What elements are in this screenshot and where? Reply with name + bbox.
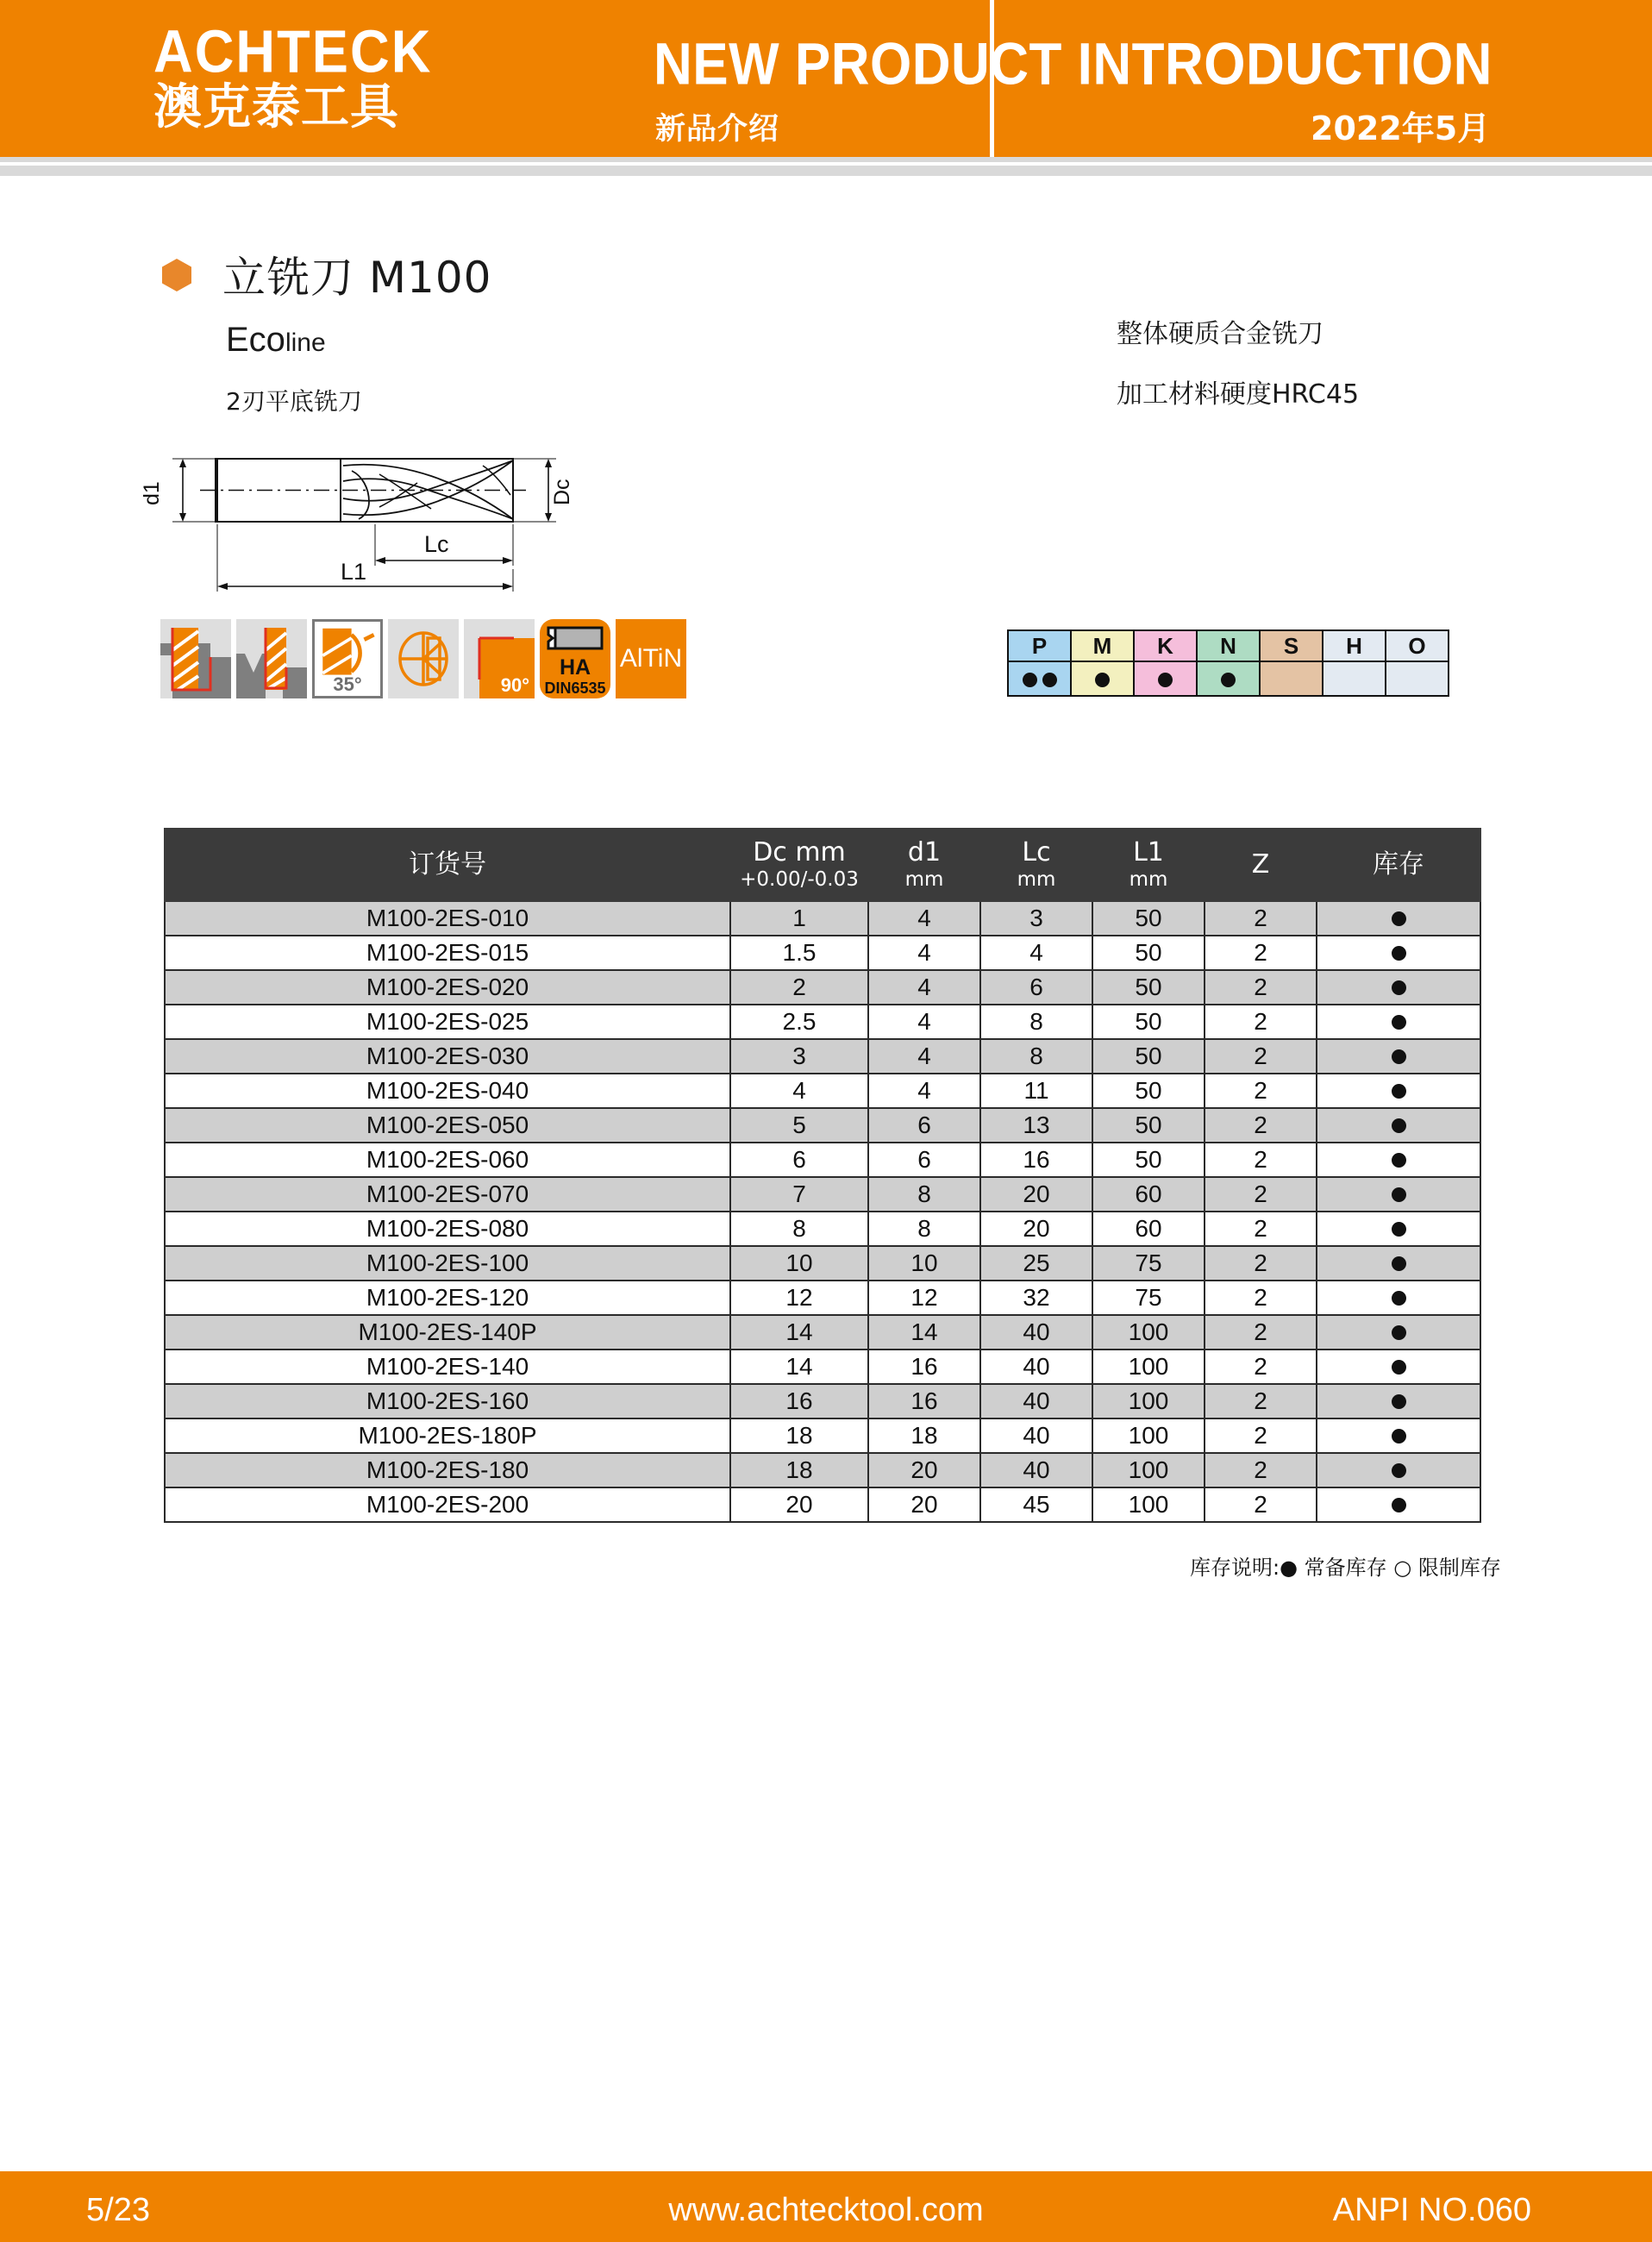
cell-order_no: M100-2ES-180 <box>165 1453 730 1487</box>
stock-available-icon <box>1392 1291 1406 1306</box>
table-row <box>165 1039 1480 1074</box>
cell-lc: 45 <box>980 1487 1092 1522</box>
cell-d1: 16 <box>868 1350 980 1384</box>
cell-l1: 60 <box>1092 1212 1205 1246</box>
hexagon-bullet-icon <box>162 259 191 291</box>
cell-order_no: M100-2ES-140P <box>165 1315 730 1350</box>
column-header-main: 库存 <box>1373 849 1424 880</box>
cell-d1: 6 <box>868 1143 980 1177</box>
cell-z: 2 <box>1205 1384 1317 1418</box>
header-title-en: NEW PRODUCT INTRODUCTION <box>654 32 1492 97</box>
cell-d1: 20 <box>868 1453 980 1487</box>
product-series-main: Eco <box>226 321 285 359</box>
cell-dc: 7 <box>730 1177 868 1212</box>
coating-icon <box>616 619 686 698</box>
cell-l1: 50 <box>1092 1074 1205 1108</box>
cell-l1: 100 <box>1092 1453 1205 1487</box>
cell-order_no: M100-2ES-050 <box>165 1108 730 1143</box>
cell-z: 2 <box>1205 1350 1317 1384</box>
cell-d1: 4 <box>868 936 980 970</box>
stock-available-icon <box>1392 1256 1406 1271</box>
table-row <box>165 1246 1480 1281</box>
cell-stock <box>1317 1005 1480 1039</box>
rating-dot-icon <box>1221 673 1236 687</box>
cell-dc: 6 <box>730 1143 868 1177</box>
table-row <box>165 1487 1480 1522</box>
material-group-s: S <box>1260 630 1323 661</box>
cell-l1: 100 <box>1092 1350 1205 1384</box>
cell-stock <box>1317 936 1480 970</box>
table-row <box>165 1350 1480 1384</box>
material-group-m: M <box>1071 630 1134 661</box>
cell-dc: 8 <box>730 1212 868 1246</box>
cell-order_no: M100-2ES-015 <box>165 936 730 970</box>
cell-stock <box>1317 1074 1480 1108</box>
cell-order_no: M100-2ES-100 <box>165 1246 730 1281</box>
cell-stock <box>1317 1315 1480 1350</box>
column-header-main: L1 <box>1133 837 1164 867</box>
cell-lc: 8 <box>980 1005 1092 1039</box>
cell-l1: 50 <box>1092 1005 1205 1039</box>
cell-d1: 4 <box>868 970 980 1005</box>
cell-dc: 18 <box>730 1453 868 1487</box>
cell-d1: 4 <box>868 1074 980 1108</box>
cell-order_no: M100-2ES-010 <box>165 901 730 936</box>
cell-z: 2 <box>1205 1074 1317 1108</box>
cell-stock <box>1317 901 1480 936</box>
cell-stock <box>1317 1350 1480 1384</box>
table-row <box>165 1281 1480 1315</box>
cell-stock <box>1317 1039 1480 1074</box>
cell-d1: 20 <box>868 1487 980 1522</box>
material-rating-s <box>1260 661 1323 696</box>
cell-z: 2 <box>1205 1418 1317 1453</box>
cell-dc: 1 <box>730 901 868 936</box>
cell-stock <box>1317 1384 1480 1418</box>
cell-l1: 100 <box>1092 1384 1205 1418</box>
cell-dc: 18 <box>730 1418 868 1453</box>
stock-available-icon <box>1392 980 1406 995</box>
tool-technical-drawing <box>121 423 673 595</box>
footer-doc-number: ANPI NO.060 <box>1332 2192 1531 2228</box>
material-group-n: N <box>1197 630 1260 661</box>
cell-d1: 4 <box>868 1039 980 1074</box>
cell-lc: 20 <box>980 1212 1092 1246</box>
column-header-1 <box>730 829 868 901</box>
cell-z: 2 <box>1205 970 1317 1005</box>
cell-d1: 8 <box>868 1177 980 1212</box>
cell-l1: 50 <box>1092 1108 1205 1143</box>
cell-lc: 6 <box>980 970 1092 1005</box>
cell-order_no: M100-2ES-060 <box>165 1143 730 1177</box>
stock-available-icon <box>1392 1015 1406 1030</box>
cell-z: 2 <box>1205 1281 1317 1315</box>
cell-l1: 50 <box>1092 901 1205 936</box>
table-row <box>165 970 1480 1005</box>
header-title-cn: 新品介绍 <box>655 112 780 147</box>
cell-dc: 2.5 <box>730 1005 868 1039</box>
drawing-label-l1: L1 <box>341 559 367 585</box>
cell-z: 2 <box>1205 1005 1317 1039</box>
cell-dc: 5 <box>730 1108 868 1143</box>
shank-ha-icon <box>540 619 610 698</box>
cell-stock <box>1317 1108 1480 1143</box>
header-stripe-highlight <box>0 162 1652 166</box>
column-header-main: Lc <box>1022 837 1051 867</box>
logo-chinese-text: 澳克泰工具 <box>153 79 399 135</box>
cell-order_no: M100-2ES-140 <box>165 1350 730 1384</box>
material-rating-o <box>1386 661 1449 696</box>
stock-available-icon <box>1392 1498 1406 1512</box>
cell-lc: 13 <box>980 1108 1092 1143</box>
logo-latin-text: ACHTECK <box>153 18 433 86</box>
rating-dot-icon <box>1042 673 1057 687</box>
column-header-sub: mm <box>1017 868 1056 891</box>
cell-order_no: M100-2ES-160 <box>165 1384 730 1418</box>
column-header-3 <box>980 829 1092 901</box>
material-group-h: H <box>1323 630 1386 661</box>
column-header-main: Z <box>1251 849 1270 880</box>
helix-angle-icon <box>312 619 383 698</box>
cell-d1: 18 <box>868 1418 980 1453</box>
drawing-label-dc: Dc <box>550 479 574 505</box>
cell-l1: 60 <box>1092 1177 1205 1212</box>
column-header-2 <box>868 829 980 901</box>
stock-available-icon <box>1392 1429 1406 1444</box>
page-header <box>0 0 1652 157</box>
cell-z: 2 <box>1205 1039 1317 1074</box>
cell-dc: 14 <box>730 1350 868 1384</box>
specification-table <box>164 828 1481 1523</box>
cell-stock <box>1317 1453 1480 1487</box>
corner-angle-label: 90° <box>500 674 529 696</box>
material-rating-k <box>1134 661 1197 696</box>
cell-lc: 8 <box>980 1039 1092 1074</box>
stock-available-icon <box>1392 946 1406 961</box>
table-row <box>165 1005 1480 1039</box>
cell-dc: 14 <box>730 1315 868 1350</box>
stock-available-icon <box>1392 1325 1406 1340</box>
cell-l1: 50 <box>1092 1143 1205 1177</box>
cell-stock <box>1317 1246 1480 1281</box>
cell-d1: 4 <box>868 1005 980 1039</box>
column-header-6 <box>1317 829 1480 901</box>
stock-legend: 库存说明:● 常备库存 ○ 限制库存 <box>1190 1556 1501 1580</box>
product-flutes-note: 2刃平底铣刀 <box>226 387 362 416</box>
product-note-hardness: 加工材料硬度HRC45 <box>1117 379 1360 410</box>
cell-z: 2 <box>1205 1315 1317 1350</box>
end-mill-drawing-svg <box>121 423 673 595</box>
cell-dc: 20 <box>730 1487 868 1522</box>
table-row <box>165 901 1480 936</box>
table-header-row <box>165 829 1480 901</box>
cell-l1: 100 <box>1092 1315 1205 1350</box>
stock-available-icon <box>1392 1118 1406 1133</box>
corner-angle-icon <box>464 619 535 698</box>
company-logo <box>153 18 464 141</box>
cell-stock <box>1317 1418 1480 1453</box>
cell-l1: 50 <box>1092 970 1205 1005</box>
cell-z: 2 <box>1205 1212 1317 1246</box>
cell-lc: 40 <box>980 1350 1092 1384</box>
page-title: 立铣刀 M100 <box>222 253 492 303</box>
material-rating-p <box>1008 661 1071 696</box>
column-header-sub: +0.00/-0.03 <box>740 868 859 891</box>
material-group-k: K <box>1134 630 1197 661</box>
footer-website-url[interactable]: www.achtecktool.com <box>668 2192 984 2228</box>
cell-stock <box>1317 1281 1480 1315</box>
column-header-sub: mm <box>1129 868 1168 891</box>
cell-l1: 50 <box>1092 1039 1205 1074</box>
cell-order_no: M100-2ES-070 <box>165 1177 730 1212</box>
column-header-main: 订货号 <box>409 849 486 880</box>
table-row <box>165 1315 1480 1350</box>
cell-dc: 3 <box>730 1039 868 1074</box>
cell-lc: 40 <box>980 1315 1092 1350</box>
cell-d1: 8 <box>868 1212 980 1246</box>
stock-available-icon <box>1392 1463 1406 1478</box>
cell-stock <box>1317 1143 1480 1177</box>
cell-z: 2 <box>1205 936 1317 970</box>
cell-stock <box>1317 970 1480 1005</box>
cell-d1: 14 <box>868 1315 980 1350</box>
cell-d1: 6 <box>868 1108 980 1143</box>
shank-type-label: HA <box>559 655 591 679</box>
material-group-chart <box>1007 629 1449 697</box>
cell-order_no: M100-2ES-030 <box>165 1039 730 1074</box>
cell-z: 2 <box>1205 901 1317 936</box>
cell-l1: 50 <box>1092 936 1205 970</box>
table-row <box>165 1453 1480 1487</box>
cell-lc: 20 <box>980 1177 1092 1212</box>
coating-label: AlTiN <box>619 644 683 673</box>
helix-angle-label: 35° <box>333 673 362 695</box>
stock-available-icon <box>1392 1222 1406 1237</box>
cell-order_no: M100-2ES-025 <box>165 1005 730 1039</box>
cell-dc: 1.5 <box>730 936 868 970</box>
cell-l1: 75 <box>1092 1246 1205 1281</box>
column-header-sub: mm <box>904 868 944 891</box>
cell-dc: 2 <box>730 970 868 1005</box>
cell-order_no: M100-2ES-200 <box>165 1487 730 1522</box>
shoulder-milling-icon <box>160 619 231 698</box>
footer-page-number: 5/23 <box>86 2192 150 2228</box>
cell-d1: 16 <box>868 1384 980 1418</box>
table-row <box>165 1212 1480 1246</box>
cell-stock <box>1317 1212 1480 1246</box>
cell-z: 2 <box>1205 1143 1317 1177</box>
cell-l1: 100 <box>1092 1418 1205 1453</box>
material-rating-n <box>1197 661 1260 696</box>
stock-available-icon <box>1392 1187 1406 1202</box>
column-header-main: d1 <box>907 837 942 867</box>
table-row <box>165 936 1480 970</box>
cell-d1: 12 <box>868 1281 980 1315</box>
material-group-header-row <box>1008 630 1449 661</box>
column-header-4 <box>1092 829 1205 901</box>
cell-l1: 75 <box>1092 1281 1205 1315</box>
cell-z: 2 <box>1205 1453 1317 1487</box>
material-rating-h <box>1323 661 1386 696</box>
stock-available-icon <box>1392 911 1406 926</box>
cell-d1: 4 <box>868 901 980 936</box>
cell-lc: 16 <box>980 1143 1092 1177</box>
cell-z: 2 <box>1205 1177 1317 1212</box>
cell-l1: 100 <box>1092 1487 1205 1522</box>
cell-stock <box>1317 1487 1480 1522</box>
cell-lc: 3 <box>980 901 1092 936</box>
table-row <box>165 1418 1480 1453</box>
material-group-p: P <box>1008 630 1071 661</box>
slot-milling-icon <box>236 619 307 698</box>
cell-z: 2 <box>1205 1487 1317 1522</box>
product-note-material: 整体硬质合金铣刀 <box>1117 319 1323 349</box>
material-group-o: O <box>1386 630 1449 661</box>
cell-z: 2 <box>1205 1108 1317 1143</box>
rating-dot-icon <box>1023 673 1037 687</box>
rating-dot-icon <box>1158 673 1173 687</box>
product-series-sub: line <box>285 329 326 357</box>
stock-available-icon <box>1392 1360 1406 1375</box>
product-series <box>226 321 326 360</box>
cell-dc: 12 <box>730 1281 868 1315</box>
cell-lc: 32 <box>980 1281 1092 1315</box>
cell-dc: 16 <box>730 1384 868 1418</box>
cell-dc: 4 <box>730 1074 868 1108</box>
table-row <box>165 1384 1480 1418</box>
cell-order_no: M100-2ES-080 <box>165 1212 730 1246</box>
cell-lc: 40 <box>980 1384 1092 1418</box>
material-group-dots-row <box>1008 661 1449 696</box>
table-row <box>165 1074 1480 1108</box>
header-stripe <box>0 157 1652 176</box>
cell-order_no: M100-2ES-040 <box>165 1074 730 1108</box>
cell-dc: 10 <box>730 1246 868 1281</box>
feature-icon-row <box>160 619 686 698</box>
stock-available-icon <box>1392 1049 1406 1064</box>
cell-lc: 25 <box>980 1246 1092 1281</box>
header-date: 2022年5月 <box>1311 110 1491 147</box>
cell-order_no: M100-2ES-180P <box>165 1418 730 1453</box>
cell-lc: 11 <box>980 1074 1092 1108</box>
cell-d1: 10 <box>868 1246 980 1281</box>
drawing-label-lc: Lc <box>424 531 449 557</box>
two-flute-section-icon <box>388 619 459 698</box>
table-row <box>165 1108 1480 1143</box>
column-header-0 <box>165 829 730 901</box>
column-header-5 <box>1205 829 1317 901</box>
rating-dot-icon <box>1095 673 1110 687</box>
cell-stock <box>1317 1177 1480 1212</box>
table-row <box>165 1177 1480 1212</box>
cell-order_no: M100-2ES-120 <box>165 1281 730 1315</box>
cell-order_no: M100-2ES-020 <box>165 970 730 1005</box>
drawing-label-d1: d1 <box>140 481 164 505</box>
stock-available-icon <box>1392 1153 1406 1168</box>
shank-standard-label: DIN6535 <box>544 679 606 697</box>
column-header-main: Dc mm <box>753 837 846 867</box>
table-row <box>165 1143 1480 1177</box>
cell-lc: 40 <box>980 1418 1092 1453</box>
stock-available-icon <box>1392 1394 1406 1409</box>
stock-available-icon <box>1392 1084 1406 1099</box>
cell-lc: 4 <box>980 936 1092 970</box>
cell-lc: 40 <box>980 1453 1092 1487</box>
cell-z: 2 <box>1205 1246 1317 1281</box>
material-rating-m <box>1071 661 1134 696</box>
